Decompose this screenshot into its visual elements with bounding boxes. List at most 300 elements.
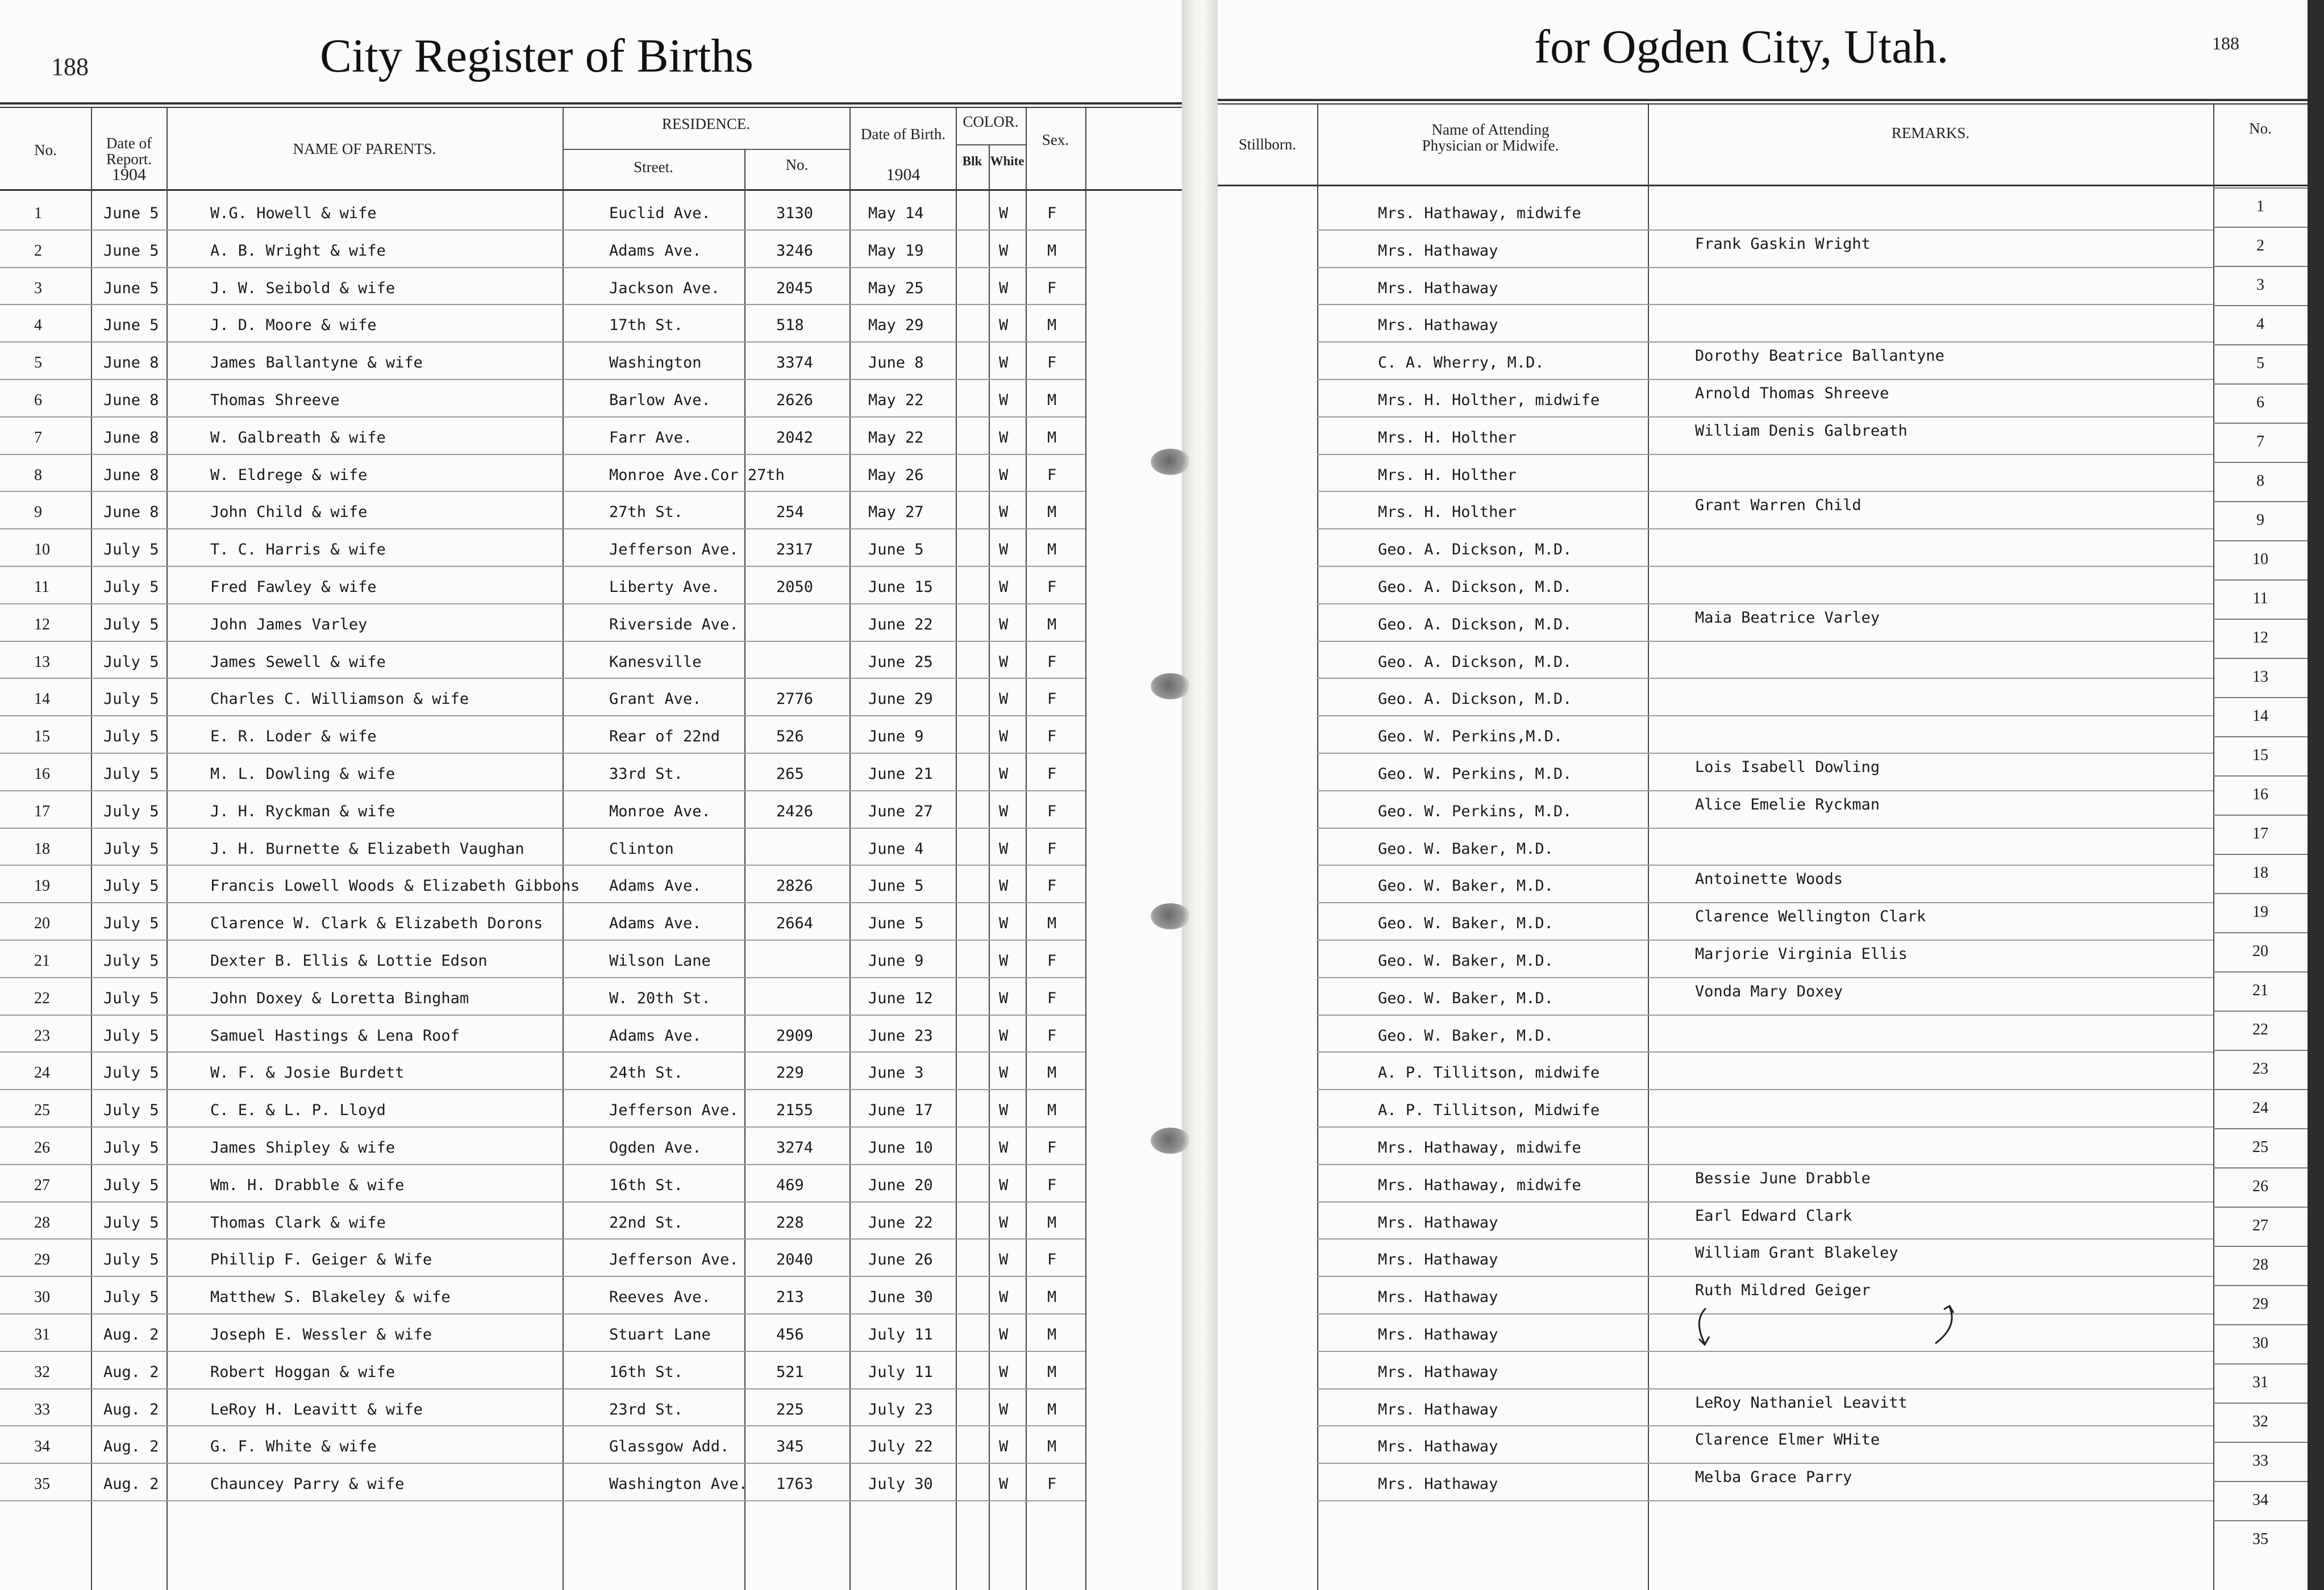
record-no-right: 8	[2256, 472, 2264, 490]
record-no-right: 6	[2256, 394, 2264, 411]
record-remarks: Lois Isabell Dowling	[1695, 758, 1880, 776]
record-report-date: July 5	[103, 952, 159, 970]
record-sex: F	[1047, 952, 1057, 970]
record-street-no: 213	[776, 1288, 804, 1307]
record-no: 21	[34, 952, 50, 970]
header-color: COLOR.	[963, 113, 1019, 130]
record-report-date: Aug. 2	[103, 1326, 159, 1343]
record-birth-date: June 29	[868, 690, 933, 708]
right-number-row	[2213, 1285, 2308, 1324]
record-parents: Dexter B. Ellis & Lottie Edson	[210, 952, 488, 970]
record-street: Jefferson Ave.	[609, 541, 739, 559]
record-sex: F	[1047, 1139, 1057, 1157]
book-gutter	[1182, 0, 1218, 1590]
record-remarks: Melba Grace Parry	[1695, 1468, 1852, 1487]
residence-subline	[563, 149, 849, 150]
record-birth-date: June 8	[868, 354, 924, 372]
record-street: Adams Ave.	[609, 1026, 702, 1045]
table-row	[1218, 529, 2308, 567]
record-no-right: 35	[2252, 1530, 2268, 1548]
record-no-right: 34	[2252, 1491, 2268, 1509]
record-birth-date: May 14	[868, 205, 924, 222]
record-no-right: 3	[2256, 276, 2264, 294]
record-no: 31	[34, 1326, 50, 1343]
header-date-birth-year: 1904	[886, 165, 921, 184]
record-birth-date: May 22	[868, 428, 924, 446]
record-physician: Mrs. Hathaway	[1378, 1288, 1498, 1307]
record-sex: F	[1047, 840, 1057, 858]
right-number-row	[2213, 971, 2308, 1011]
row-divider	[2213, 1207, 2308, 1208]
table-row	[0, 1016, 1182, 1053]
record-no-right: 32	[2252, 1413, 2268, 1430]
record-no-right: 13	[2252, 668, 2268, 686]
record-birth-date: June 22	[868, 1213, 933, 1232]
record-report-date: June 8	[103, 503, 159, 521]
right-number-row	[2213, 1246, 2308, 1285]
header-date-birth: Date of Birth.	[860, 126, 946, 143]
row-divider	[2213, 736, 2308, 737]
record-color: W	[999, 1139, 1009, 1157]
record-birth-date: June 3	[868, 1064, 924, 1082]
record-report-date: July 5	[103, 1026, 159, 1045]
row-divider	[2213, 1089, 2308, 1090]
record-no-right: 19	[2252, 903, 2268, 921]
record-physician: Geo. W. Baker, M.D.	[1378, 1026, 1554, 1045]
record-report-date: July 5	[103, 1288, 159, 1307]
table-row	[1218, 1352, 2308, 1389]
record-birth-date: June 5	[868, 877, 924, 895]
record-street: Clinton	[609, 840, 674, 858]
record-parents: W. Galbreath & wife	[210, 428, 386, 446]
record-parents: J. D. Moore & wife	[210, 316, 377, 335]
record-no: 5	[34, 354, 42, 372]
record-no: 22	[34, 989, 50, 1007]
record-no-right: 17	[2252, 825, 2268, 842]
record-no: 35	[34, 1475, 50, 1493]
table-row	[0, 1464, 1182, 1501]
record-physician: Mrs. H. Holther	[1378, 466, 1517, 484]
record-no-right: 21	[2252, 982, 2268, 999]
record-street: Liberty Ave.	[609, 578, 720, 596]
record-street-no: 229	[776, 1064, 804, 1082]
record-street-no: 225	[776, 1400, 804, 1418]
record-parents: Wm. H. Drabble & wife	[210, 1176, 405, 1194]
record-street: Adams Ave.	[609, 877, 702, 895]
left-page-number: 188	[51, 53, 89, 81]
record-color: W	[999, 354, 1009, 372]
row-divider	[2213, 1324, 2308, 1325]
table-row	[0, 492, 1182, 529]
record-physician: Geo. A. Dickson, M.D.	[1378, 541, 1572, 559]
record-sex: F	[1047, 279, 1057, 297]
record-report-date: June 8	[103, 391, 159, 409]
table-row	[0, 343, 1182, 380]
record-street-no: 2155	[776, 1101, 814, 1120]
record-street: Adams Ave.	[609, 915, 702, 933]
table-row	[0, 231, 1182, 268]
record-color: W	[999, 466, 1009, 484]
record-report-date: July 5	[103, 1251, 159, 1269]
table-row	[1218, 1053, 2308, 1090]
right-number-row	[2213, 1050, 2308, 1089]
table-row	[1218, 343, 2308, 380]
table-row	[1218, 1128, 2308, 1165]
record-birth-date: June 30	[868, 1288, 933, 1307]
record-street: 17th St.	[609, 316, 684, 335]
record-street-no: 2040	[776, 1251, 814, 1269]
record-remarks: Antoinette Woods	[1695, 870, 1843, 888]
record-color: W	[999, 690, 1009, 708]
record-birth-date: May 22	[868, 391, 924, 409]
record-sex: M	[1047, 241, 1057, 260]
right-number-row	[2213, 854, 2308, 893]
table-row	[0, 1203, 1182, 1240]
table-row	[0, 305, 1182, 343]
record-no: 19	[34, 877, 50, 895]
table-row	[0, 1314, 1182, 1352]
record-no: 25	[34, 1101, 50, 1120]
table-row	[0, 903, 1182, 941]
record-birth-date: May 25	[868, 279, 924, 297]
record-physician: Geo. A. Dickson, M.D.	[1378, 653, 1572, 671]
record-sex: F	[1047, 1026, 1057, 1045]
record-sex: M	[1047, 316, 1057, 335]
row-divider	[2213, 501, 2308, 502]
record-street: Wilson Lane	[609, 952, 711, 970]
record-sex: M	[1047, 1064, 1057, 1082]
record-report-date: July 5	[103, 1176, 159, 1194]
record-color: W	[999, 1101, 1009, 1120]
record-parents: J. W. Seibold & wife	[210, 279, 395, 297]
table-row	[0, 866, 1182, 903]
record-street: Rear of 22nd	[609, 728, 720, 746]
record-no: 27	[34, 1176, 50, 1194]
record-color: W	[999, 615, 1009, 633]
record-parents: W. Eldrege & wife	[210, 466, 368, 484]
header-rule-bottom	[0, 189, 1182, 191]
table-row	[1218, 604, 2308, 642]
record-report-date: July 5	[103, 989, 159, 1007]
record-sex: F	[1047, 466, 1057, 484]
record-no: 17	[34, 802, 50, 820]
right-number-row	[2213, 1089, 2308, 1128]
record-street-no: 2664	[776, 915, 814, 933]
record-sex: M	[1047, 1400, 1057, 1418]
record-report-date: June 5	[103, 205, 159, 222]
record-report-date: July 5	[103, 728, 159, 746]
table-row	[1218, 829, 2308, 866]
right-number-row	[2213, 344, 2308, 383]
row-divider	[2213, 579, 2308, 581]
row-divider	[2213, 1285, 2308, 1286]
table-row	[0, 567, 1182, 604]
record-remarks: William Grant Blakeley	[1695, 1244, 1898, 1262]
header-remarks: REMARKS.	[1891, 124, 1970, 141]
record-no-right: 31	[2252, 1374, 2268, 1391]
table-row	[0, 455, 1182, 493]
record-street-no: 345	[776, 1438, 804, 1456]
record-physician: Mrs. Hathaway, midwife	[1378, 205, 1581, 222]
record-sex: F	[1047, 877, 1057, 895]
record-no: 11	[34, 578, 49, 596]
row-divider	[2213, 619, 2308, 620]
row-divider	[2213, 1481, 2308, 1482]
record-physician: Geo. W. Baker, M.D.	[1378, 915, 1554, 933]
record-birth-date: June 23	[868, 1026, 933, 1045]
record-color: W	[999, 1288, 1009, 1307]
record-parents: John James Varley	[210, 615, 368, 633]
row-divider	[2213, 383, 2308, 385]
record-report-date: July 5	[103, 1101, 159, 1120]
record-parents: James Shipley & wife	[210, 1139, 395, 1157]
record-street: W. 20th St.	[609, 989, 711, 1007]
record-physician: A. P. Tillitson, Midwife	[1378, 1101, 1600, 1120]
record-birth-date: July 30	[868, 1475, 933, 1493]
right-number-row	[2213, 658, 2308, 697]
header-street-no: No.	[785, 156, 809, 173]
record-no: 32	[34, 1363, 50, 1381]
right-number-row	[2213, 1207, 2308, 1246]
record-physician: Geo. A. Dickson, M.D.	[1378, 615, 1572, 633]
record-physician: Mrs. H. Holther	[1378, 503, 1517, 521]
record-no: 18	[34, 840, 50, 858]
row-divider	[2213, 1403, 2308, 1404]
table-row	[0, 1053, 1182, 1090]
record-no: 4	[34, 316, 42, 335]
record-remarks: Arnold Thomas Shreeve	[1695, 385, 1889, 402]
record-street: Jackson Ave.	[609, 279, 720, 297]
record-parents: Samuel Hastings & Lena Roof	[210, 1026, 460, 1045]
right-number-row	[2213, 423, 2308, 462]
row-divider	[2213, 1050, 2308, 1051]
record-physician: Mrs. H. Holther, midwife	[1378, 391, 1600, 409]
record-parents: T. C. Harris & wife	[210, 541, 386, 559]
record-parents: C. E. & L. P. Lloyd	[210, 1101, 386, 1120]
record-parents: G. F. White & wife	[210, 1438, 377, 1456]
record-remarks: Dorothy Beatrice Ballantyne	[1695, 347, 1944, 365]
record-parents: Joseph E. Wessler & wife	[210, 1326, 432, 1343]
record-report-date: July 5	[103, 1064, 159, 1082]
table-row	[1218, 978, 2308, 1016]
record-sex: F	[1047, 1475, 1057, 1493]
record-parents: Thomas Clark & wife	[210, 1213, 386, 1232]
record-birth-date: June 26	[868, 1251, 933, 1269]
record-no: 9	[34, 503, 42, 521]
record-parents: Clarence W. Clark & Elizabeth Dorons	[210, 915, 543, 933]
record-no-right: 20	[2252, 942, 2268, 960]
record-report-date: July 5	[103, 802, 159, 820]
record-birth-date: June 17	[868, 1101, 933, 1120]
record-physician: Geo. W. Baker, M.D.	[1378, 989, 1554, 1007]
record-color: W	[999, 279, 1009, 297]
record-parents: E. R. Loder & wife	[210, 728, 377, 746]
record-physician: Geo. W. Baker, M.D.	[1378, 877, 1554, 895]
record-color: W	[999, 802, 1009, 820]
table-row	[0, 716, 1182, 754]
row-divider	[1317, 1500, 2213, 1501]
record-parents: James Sewell & wife	[210, 653, 386, 671]
table-row	[1218, 418, 2308, 455]
table-row	[1218, 305, 2308, 343]
table-row	[0, 642, 1182, 679]
record-street-no: 2909	[776, 1026, 814, 1045]
record-birth-date: June 21	[868, 765, 933, 783]
record-birth-date: June 5	[868, 915, 924, 933]
record-report-date: June 8	[103, 466, 159, 484]
record-parents: Robert Hoggan & wife	[210, 1363, 395, 1381]
record-parents: Francis Lowell Woods & Elizabeth Gibbons	[210, 877, 580, 895]
record-street-no: 3374	[776, 354, 814, 372]
table-row	[1218, 1240, 2308, 1277]
row-divider	[2213, 932, 2308, 933]
record-no-right: 29	[2252, 1295, 2268, 1313]
record-color: W	[999, 1064, 1009, 1082]
record-no-right: 18	[2252, 864, 2268, 882]
record-physician: Geo. W. Perkins, M.D.	[1378, 802, 1572, 820]
row-divider	[2213, 305, 2308, 306]
record-street-no: 1763	[776, 1475, 814, 1493]
table-row	[1218, 1203, 2308, 1240]
record-no-right: 10	[2252, 550, 2268, 568]
row-divider	[2213, 227, 2308, 228]
record-birth-date: May 26	[868, 466, 924, 484]
record-birth-date: May 29	[868, 316, 924, 335]
table-row	[1218, 455, 2308, 493]
record-parents: A. B. Wright & wife	[210, 241, 386, 260]
table-row	[0, 1277, 1182, 1314]
row-divider	[2213, 423, 2308, 424]
record-report-date: June 8	[103, 428, 159, 446]
record-street-no: 469	[776, 1176, 804, 1194]
record-report-date: June 5	[103, 279, 159, 297]
record-report-date: June 5	[103, 241, 159, 260]
record-report-date: July 5	[103, 690, 159, 708]
record-sex: F	[1047, 1176, 1057, 1194]
right-number-row	[2213, 697, 2308, 736]
record-color: W	[999, 1400, 1009, 1418]
record-no: 24	[34, 1064, 50, 1082]
right-number-row	[2213, 462, 2308, 501]
record-no: 23	[34, 1026, 50, 1045]
record-no-right: 27	[2252, 1217, 2268, 1234]
record-physician: C. A. Wherry, M.D.	[1378, 354, 1544, 372]
record-physician: Mrs. Hathaway	[1378, 1400, 1498, 1418]
right-number-row	[2213, 305, 2308, 344]
header-no: No.	[34, 141, 57, 158]
record-sex: F	[1047, 765, 1057, 783]
header-street: Street.	[634, 158, 673, 176]
record-no: 33	[34, 1400, 50, 1418]
right-number-row	[2213, 501, 2308, 540]
record-no: 7	[34, 428, 42, 446]
record-color: W	[999, 428, 1009, 446]
record-street: 27th St.	[609, 503, 684, 521]
table-row	[1218, 193, 2308, 231]
record-parents: Phillip F. Geiger & Wife	[210, 1251, 432, 1269]
record-parents: John Child & wife	[210, 503, 368, 521]
table-row	[1218, 791, 2308, 829]
record-no: 34	[34, 1438, 50, 1456]
row-divider	[2213, 266, 2308, 267]
record-street-no: 2826	[776, 877, 814, 895]
record-remarks: Earl Edward Clark	[1695, 1207, 1852, 1225]
record-color: W	[999, 578, 1009, 596]
row-divider	[2213, 462, 2308, 463]
record-no-right: 30	[2252, 1334, 2268, 1352]
header-date-report: Date of Report.	[106, 135, 152, 168]
record-parents: LeRoy H. Leavitt & wife	[210, 1400, 423, 1418]
right-number-row	[2213, 736, 2308, 775]
table-row	[1218, 492, 2308, 529]
table-row	[0, 1426, 1182, 1464]
right-number-row	[2213, 1403, 2308, 1442]
record-no-right: 23	[2252, 1060, 2268, 1078]
record-street-no: 2050	[776, 578, 814, 596]
right-number-row	[2213, 579, 2308, 619]
record-birth-date: June 22	[868, 615, 933, 633]
right-number-row	[2213, 1128, 2308, 1167]
record-street: Kanesville	[609, 653, 702, 671]
record-remarks: Clarence Elmer WHite	[1695, 1431, 1880, 1449]
right-number-row	[2213, 227, 2308, 266]
header-rule-bottom	[1218, 185, 2308, 186]
row-divider	[2213, 815, 2308, 816]
record-physician: Geo. A. Dickson, M.D.	[1378, 690, 1572, 708]
record-remarks: Bessie June Drabble	[1695, 1169, 1871, 1187]
record-no-right: 14	[2252, 707, 2268, 725]
record-birth-date: June 5	[868, 541, 924, 559]
table-row	[0, 679, 1182, 716]
record-sex: F	[1047, 802, 1057, 820]
record-no-right: 33	[2252, 1452, 2268, 1470]
record-no-right: 4	[2256, 315, 2264, 333]
record-sex: M	[1047, 1326, 1057, 1343]
record-sex: F	[1047, 205, 1057, 222]
record-color: W	[999, 840, 1009, 858]
record-sex: M	[1047, 915, 1057, 933]
right-number-row	[2213, 266, 2308, 305]
table-row	[1218, 679, 2308, 716]
record-color: W	[999, 1176, 1009, 1194]
record-no: 28	[34, 1213, 50, 1232]
record-parents: John Doxey & Loretta Bingham	[210, 989, 469, 1007]
record-remarks: Alice Emelie Ryckman	[1695, 795, 1880, 813]
table-row	[1218, 716, 2308, 754]
table-row	[0, 380, 1182, 418]
record-no: 3	[34, 279, 42, 297]
record-sex: M	[1047, 1213, 1057, 1232]
table-row	[1218, 1165, 2308, 1203]
row-divider	[2213, 1128, 2308, 1129]
record-color: W	[999, 205, 1009, 222]
record-no: 1	[34, 205, 42, 222]
record-no: 16	[34, 765, 50, 783]
table-row	[0, 529, 1182, 567]
record-no-right: 26	[2252, 1178, 2268, 1195]
record-report-date: June 5	[103, 316, 159, 335]
record-physician: Mrs. Hathaway	[1378, 1326, 1498, 1343]
row-divider	[2213, 854, 2308, 855]
record-physician: Mrs. Hathaway	[1378, 1363, 1498, 1381]
record-no: 29	[34, 1251, 50, 1269]
record-sex: M	[1047, 428, 1057, 446]
record-color: W	[999, 728, 1009, 746]
record-parents: W.G. Howell & wife	[210, 205, 377, 222]
record-street: 16th St.	[609, 1176, 684, 1194]
record-street: Adams Ave.	[609, 241, 702, 260]
record-street-no: 2042	[776, 428, 814, 446]
